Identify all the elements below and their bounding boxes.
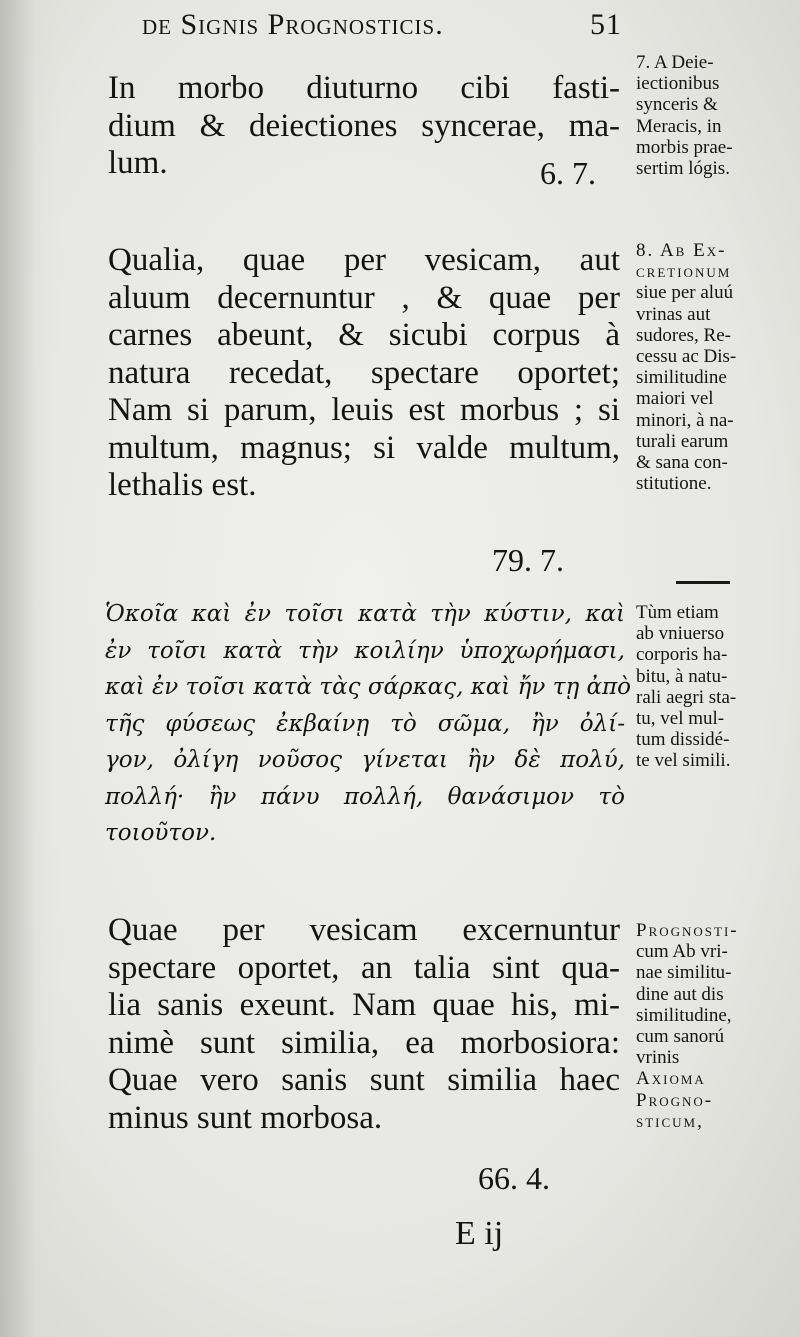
text-line: minus sunt morbosa. (108, 1099, 383, 1136)
text-line: carnes abeunt, & sicubi corpus à (108, 317, 620, 353)
reference-1: 6. 7. (540, 155, 596, 191)
text-line: nimè sunt similia, ea morbosiora: (108, 1024, 620, 1061)
greek-line: ἐν τοῖσι κατὰ τὴν κοιλίην ὑποχωρήμασι, (105, 637, 625, 664)
greek-passage (105, 596, 632, 852)
text-line: In morbo diuturno cibi fasti- (108, 70, 620, 106)
margin-line: stitutione. (636, 473, 712, 495)
text-line: Quae per vesicam excernuntur (108, 912, 620, 948)
margin-line: cretionum (636, 261, 732, 283)
greek-line: καὶ ἐν τοῖσι κατὰ τὰς σάρκας, καὶ ἤν τῃ ἀπὸ (105, 674, 632, 700)
margin-line: cum Ab vri- (636, 941, 728, 963)
margin-line: corporis ha- (636, 644, 728, 666)
text-line: Nam si parum, leuis est morbus ; si (108, 392, 620, 428)
margin-line: vrinis (636, 1047, 680, 1069)
text-line: multum, magnus; si valde multum, (108, 429, 620, 466)
greek-line: γον, ὀλίγη νοῦσος γίνεται ἢν δὲ πολύ, (105, 747, 625, 773)
running-header (142, 8, 622, 42)
margin-line: sudores, Re- (636, 324, 731, 346)
margin-line: sertim lógis. (636, 158, 730, 180)
margin-line: maiori vel (636, 388, 714, 410)
signature-mark: E ij (455, 1215, 504, 1252)
margin-line: vrinas aut (636, 303, 711, 325)
margin-line: 8. Ab Ex- (636, 240, 727, 261)
greek-line: τοιοῦτον. (105, 820, 217, 846)
margin-line: morbis prae- (636, 136, 733, 158)
margin-line: Progno- (636, 1089, 714, 1111)
margin-line: rali aegri sta- (636, 686, 737, 708)
header-title: de Signis Prognosticis. (142, 8, 444, 41)
margin-line: Prognosti- (636, 920, 739, 941)
margin-note-2 (636, 240, 786, 494)
greek-line: τῆς φύσεως ἐκβαίνῃ τὸ σῶμα, ἢν ὀλί- (105, 710, 625, 737)
text-line: lum. (108, 145, 168, 181)
margin-line: ab vniuerso (636, 623, 725, 645)
margin-line: minori, à na- (636, 409, 734, 431)
margin-line: similitudine (636, 367, 727, 389)
margin-line: tu, vel mul- (636, 708, 725, 730)
margin-line: Meracis, in (636, 115, 722, 137)
margin-note-1 (636, 52, 786, 179)
margin-line: sticum, (636, 1110, 704, 1132)
text-line: lethalis est. (108, 467, 257, 503)
margin-line: bitu, à natu- (636, 665, 728, 687)
greek-line: πολλή· ἢν πάνυ πολλή, θανάσιμον τὸ (105, 783, 625, 810)
margin-line: & sana con- (636, 452, 728, 474)
page-number: 51 (590, 8, 622, 41)
margin-line: cum sanorú (636, 1026, 725, 1048)
text-line: dium & deiectiones syncerae, ma- (108, 107, 620, 144)
text-line: Qualia, quae per vesicam, aut (108, 242, 620, 278)
paragraph-3 (108, 912, 620, 1137)
greek-line: Ὁκοῖα καὶ ἐν τοῖσι κατὰ τὴν κύστιν, καὶ (105, 601, 625, 627)
margin-note-3 (636, 602, 786, 772)
reference-2: 79. 7. (492, 542, 564, 578)
margin-line: te vel simili. (636, 750, 731, 772)
margin-line: dine aut dis (636, 983, 724, 1005)
margin-line: synceris & (636, 94, 718, 116)
text-line: spectare oportet, an talia sint qua- (108, 949, 620, 986)
margin-line: turali earum (636, 430, 729, 452)
text-line: aluum decernuntur , & quae per (108, 279, 620, 316)
text-line: Quae vero sanis sunt similia haec (108, 1062, 620, 1098)
margin-note-4 (636, 920, 786, 1132)
margin-line: Tùm etiam (636, 602, 719, 623)
gutter-shadow (0, 0, 60, 1337)
margin-line: iectionibus (636, 73, 720, 95)
margin-line: similitudine, (636, 1004, 732, 1026)
margin-line: cessu ac Dis- (636, 346, 737, 368)
text-line: lia sanis exeunt. Nam quae his, mi- (108, 987, 620, 1023)
margin-rule (676, 581, 730, 584)
margin-line: 7. A Deie- (636, 52, 714, 73)
margin-line: Axioma (636, 1068, 706, 1090)
text-line: natura recedat, spectare oportet; (108, 354, 620, 391)
margin-line: nae similitu- (636, 962, 732, 984)
reference-3: 66. 4. (478, 1160, 550, 1196)
margin-line: tum dissidé- (636, 729, 730, 751)
margin-line: siue per aluú (636, 282, 734, 304)
paragraph-2 (108, 242, 620, 505)
